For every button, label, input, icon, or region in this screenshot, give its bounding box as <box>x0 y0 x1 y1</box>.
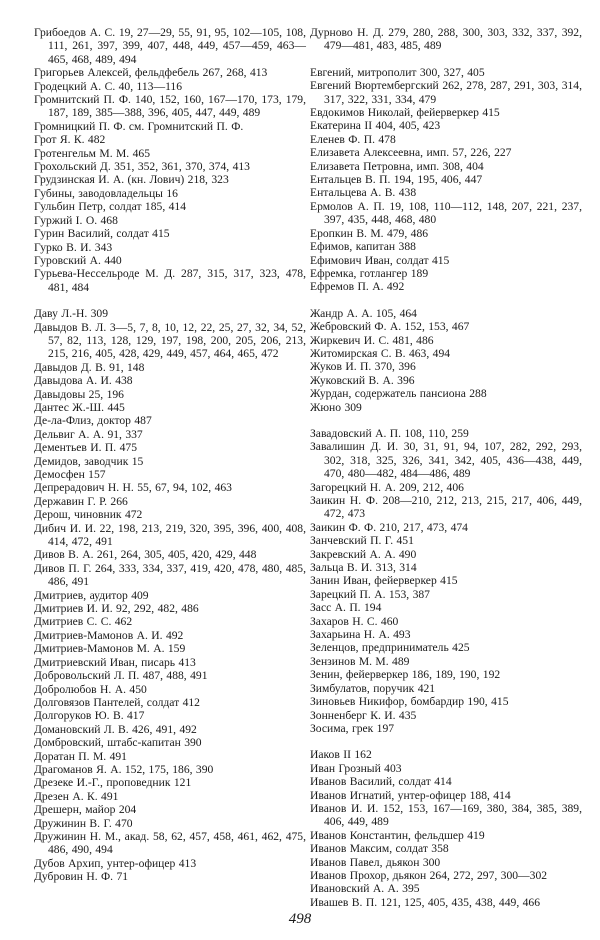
index-entry: Давыдов В. Л. 3—5, 7, 8, 10, 12, 22, 25, 27, 32, 34, 52, 57, 82, 113, 128, 129, 197, 198, 200, 205, 206, 213, 215, 216, 405, 428, 429, 449, 457, 464, 465, 472 <box>34 320 306 361</box>
index-entry: Иван Грозный 403 <box>310 761 402 775</box>
letter-group-gap <box>310 294 582 307</box>
index-entry: Дрешерн, майор 204 <box>34 803 137 817</box>
index-entry: Гуровский А. 440 <box>34 253 122 267</box>
index-entry: Елизавета Алексеевна, имп. 57, 226, 227 <box>310 146 512 160</box>
index-entry: Грохольский Д. 351, 352, 361, 370, 374, 413 <box>34 160 250 174</box>
index-entry: Губины, заводовладельцы 16 <box>34 186 178 200</box>
index-entry: Екатерина II 404, 405, 423 <box>310 119 441 133</box>
index-entry: Давыдовы 25, 196 <box>34 387 124 401</box>
index-entry: Дельвиг А. А. 91, 337 <box>34 427 143 441</box>
index-entry: Дантес Ж.-Ш. 445 <box>34 400 125 414</box>
index-entry: Де-ла-Флиз, доктор 487 <box>34 414 152 428</box>
index-entry: Дрезеке И.-Г., проповедник 121 <box>34 776 192 790</box>
index-entry: Елизавета Петровна, имп. 308, 404 <box>310 159 484 173</box>
index-entry: Еленев Ф. П. 478 <box>310 132 396 146</box>
index-entry: Гурко В. И. 343 <box>34 240 113 254</box>
index-entry: Гурин Василий, солдат 415 <box>34 227 170 241</box>
index-entry: Захарьина Н. А. 493 <box>310 628 411 642</box>
index-entry: Захаров Н. С. 460 <box>310 614 399 628</box>
index-entry: Гротенгельм М. М. 465 <box>34 146 150 160</box>
index-entry: Давыдова А. И. 438 <box>34 374 133 388</box>
letter-group-gap <box>310 53 582 66</box>
index-entry: Дмитриев, аудитор 409 <box>34 588 149 602</box>
index-entry: Грот Я. К. 482 <box>34 133 106 147</box>
index-entry: Даву Л.-Н. 309 <box>34 307 109 321</box>
index-entry: Ефремов П. А. 492 <box>310 280 405 294</box>
index-entry: Долгоруков Ю. В. 417 <box>34 709 145 723</box>
index-entry: Жиркевич И. С. 481, 486 <box>310 333 434 347</box>
index-entry: Демосфен 157 <box>34 468 106 481</box>
index-entry: Заикин Н. Ф. 208—210, 212, 213, 215, 217, 406, 449, 472, 473 <box>310 494 582 521</box>
index-entry: Завалишин Д. И. 30, 31, 91, 94, 107, 282, 292, 293, 302, 318, 325, 326, 341, 342, 405, 436—438, 449, 470, 480—482, 484—486, 489 <box>310 440 582 481</box>
index-entry: Иванов Прохор, дьякон 264, 272, 297, 300—302 <box>310 868 548 882</box>
index-entry: Григорьев Алексей, фельдфебель 267, 268, 413 <box>34 66 268 80</box>
index-entry: Иванов Константин, фельдшер 419 <box>310 828 485 842</box>
index-entry: Иванов И. И. 152, 153, 167—169, 380, 384, 385, 389, 406, 449, 489 <box>310 801 582 829</box>
index-entry: Зенин, фейерверкер 186, 189, 190, 192 <box>310 668 501 682</box>
index-entry: Журдан, содержатель пансиона 288 <box>310 387 487 401</box>
index-entry: Дерош, чиновник 472 <box>34 508 143 522</box>
index-entry: Дементьев И. П. 475 <box>34 441 137 455</box>
index-entry: Домановский Л. В. 426, 491, 492 <box>34 722 197 736</box>
index-entry: Завадовский А. П. 108, 110, 259 <box>310 426 469 440</box>
index-entry: Заикин Ф. Ф. 210, 217, 473, 474 <box>310 520 468 534</box>
index-entry: Занин Иван, фейерверкер 415 <box>310 574 458 588</box>
index-entry: Дивов П. Г. 264, 333, 334, 337, 419, 420, 478, 480, 485, 486, 491 <box>34 561 306 589</box>
index-entry: Евгений Вюртембергский 262, 278, 287, 291, 303, 314, 317, 322, 331, 334, 479 <box>310 79 582 106</box>
index-entry: Ефимов, капитан 388 <box>310 240 416 254</box>
index-entry: Ентальцев В. П. 194, 195, 406, 447 <box>310 173 483 187</box>
index-entry: Громнитский П. Ф. 140, 152, 160, 167—170, 173, 179, 187, 189, 385—388, 396, 405, 447, 449, 489 <box>34 93 306 120</box>
index-entry: Дмитриев И. И. 92, 292, 482, 486 <box>34 602 199 616</box>
right-index-column <box>310 26 582 909</box>
index-entry: Евдокимов Николай, фейерверкер 415 <box>310 106 500 120</box>
index-entry: Жандр А. А. 105, 464 <box>310 306 417 320</box>
index-entry: Гуржий І. О. 468 <box>34 213 118 227</box>
index-entry: Демидов, заводчик 15 <box>34 454 144 468</box>
index-entry: Ентальцева А. В. 438 <box>310 186 417 200</box>
index-entry: Дружинин В. Г. 470 <box>34 816 133 830</box>
index-entry: Иванов Василий, солдат 414 <box>310 775 452 789</box>
index-entry: Жуковский В. А. 396 <box>310 373 415 387</box>
index-entry: Зальца В. И. 313, 314 <box>310 561 417 575</box>
index-entry: Драгоманов Я. А. 152, 175, 186, 390 <box>34 762 214 776</box>
index-entry: Ермолов А. П. 19, 108, 110—112, 148, 207, 221, 237, 397, 435, 448, 468, 480 <box>310 199 582 227</box>
index-entry: Дмитриев С. С. 462 <box>34 615 133 629</box>
index-entry: Дубов Архип, унтер-офицер 413 <box>34 856 197 870</box>
index-entry: Загорецкий Н. А. 209, 212, 406 <box>310 480 464 494</box>
index-entry: Дмитриев-Мамонов А. И. 492 <box>34 628 184 642</box>
index-entry: Ефремка, готлангер 189 <box>310 266 429 280</box>
index-entry: Громницкий П. Ф. см. Громнитский П. Ф. <box>34 119 244 133</box>
index-entry: Дибич И. И. 22, 198, 213, 219, 320, 395, 396, 400, 408, 414, 472, 491 <box>34 521 306 549</box>
index-entry: Зимбулатов, поручик 421 <box>310 681 436 695</box>
index-entry: Гродецкий А. С. 40, 113—116 <box>34 79 183 93</box>
index-entry: Житомирская С. В. 463, 494 <box>310 346 451 360</box>
index-entry: Иаков II 162 <box>310 748 372 762</box>
index-entry: Добролюбов Н. А. 450 <box>34 682 147 696</box>
index-entry: Домбровский, штабс-капитан 390 <box>34 736 202 750</box>
index-entry: Дубровин Н. Ф. 71 <box>34 870 129 884</box>
index-entry: Иванов Павел, дьякон 300 <box>310 855 441 869</box>
index-entry: Грибоедов А. С. 19, 27—29, 55, 91, 95, 102—105, 108, 111, 261, 397, 399, 407, 448, 449, 457—459, 463—465, 468, 489, 494 <box>34 26 306 66</box>
index-entry: Добровольский Л. П. 487, 488, 491 <box>34 669 208 683</box>
index-entry: Засс А. П. 194 <box>310 601 382 615</box>
index-entry: Долговязов Пантелей, солдат 412 <box>34 695 200 709</box>
index-entry: Гурьева-Нессельроде М. Д. 287, 315, 317, 323, 478, 481, 484 <box>34 267 306 294</box>
index-entry: Зеленцов, предприниматель 425 <box>310 641 470 655</box>
index-entry: Закревский А. А. 490 <box>310 547 417 561</box>
index-entry: Иванов Игнатий, унтер-офицер 188, 414 <box>310 788 511 802</box>
index-entry: Жуков И. П. 370, 396 <box>310 360 416 374</box>
letter-group-gap <box>310 414 582 427</box>
index-entry: Державин Г. Р. 266 <box>34 494 128 508</box>
index-entry: Еропкин В. М. 479, 486 <box>310 226 429 240</box>
index-entry: Зонненберг К. И. 435 <box>310 708 417 722</box>
index-entry: Дурново Н. Д. 279, 280, 288, 300, 303, 332, 337, 392, 479—481, 483, 485, 489 <box>310 26 582 53</box>
index-entry: Дрезен А. К. 491 <box>34 789 119 803</box>
index-entry: Доратан П. М. 491 <box>34 749 127 763</box>
index-entry: Ивановский А. А. 395 <box>310 882 420 896</box>
letter-group-gap <box>34 294 306 307</box>
index-entry: Депрерадович Н. Н. 55, 67, 94, 102, 463 <box>34 481 232 495</box>
index-entry: Зарецкий П. А. 153, 387 <box>310 587 430 601</box>
index-entry: Зензинов М. М. 489 <box>310 654 410 668</box>
index-entry: Занчевский П. Г. 451 <box>310 534 414 548</box>
letter-group-gap <box>310 735 582 748</box>
index-entry: Иванов Максим, солдат 358 <box>310 842 449 856</box>
index-entry: Гульбин Петр, солдат 185, 414 <box>34 200 187 214</box>
index-entry: Жюно 309 <box>310 400 362 414</box>
index-entry: Дмитриевский Иван, писарь 413 <box>34 655 196 669</box>
left-index-column <box>34 26 306 884</box>
index-entry: Жебровский Ф. А. 152, 153, 467 <box>310 320 470 334</box>
page-number: 498 <box>288 911 312 927</box>
index-entry: Дмитриев-Мамонов М. А. 159 <box>34 642 186 656</box>
index-entry: Зосима, грек 197 <box>310 721 395 735</box>
index-entry: Евгений, митрополит 300, 327, 405 <box>310 65 485 79</box>
index-entry: Ивашев В. П. 121, 125, 405, 435, 438, 449, 466 <box>310 895 541 909</box>
index-entry: Грудзинская И. А. (кн. Лович) 218, 323 <box>34 173 229 187</box>
index-entry: Ефимович Иван, солдат 415 <box>310 253 450 267</box>
index-entry: Дивов В. А. 261, 264, 305, 405, 420, 429, 448 <box>34 548 257 562</box>
index-entry: Дружинин Н. М., акад. 58, 62, 457, 458, 461, 462, 475, 486, 490, 494 <box>34 829 306 857</box>
index-entry: Давыдов Д. В. 91, 148 <box>34 360 145 374</box>
index-entry: Зиновьев Никифор, бомбардир 190, 415 <box>310 695 509 709</box>
